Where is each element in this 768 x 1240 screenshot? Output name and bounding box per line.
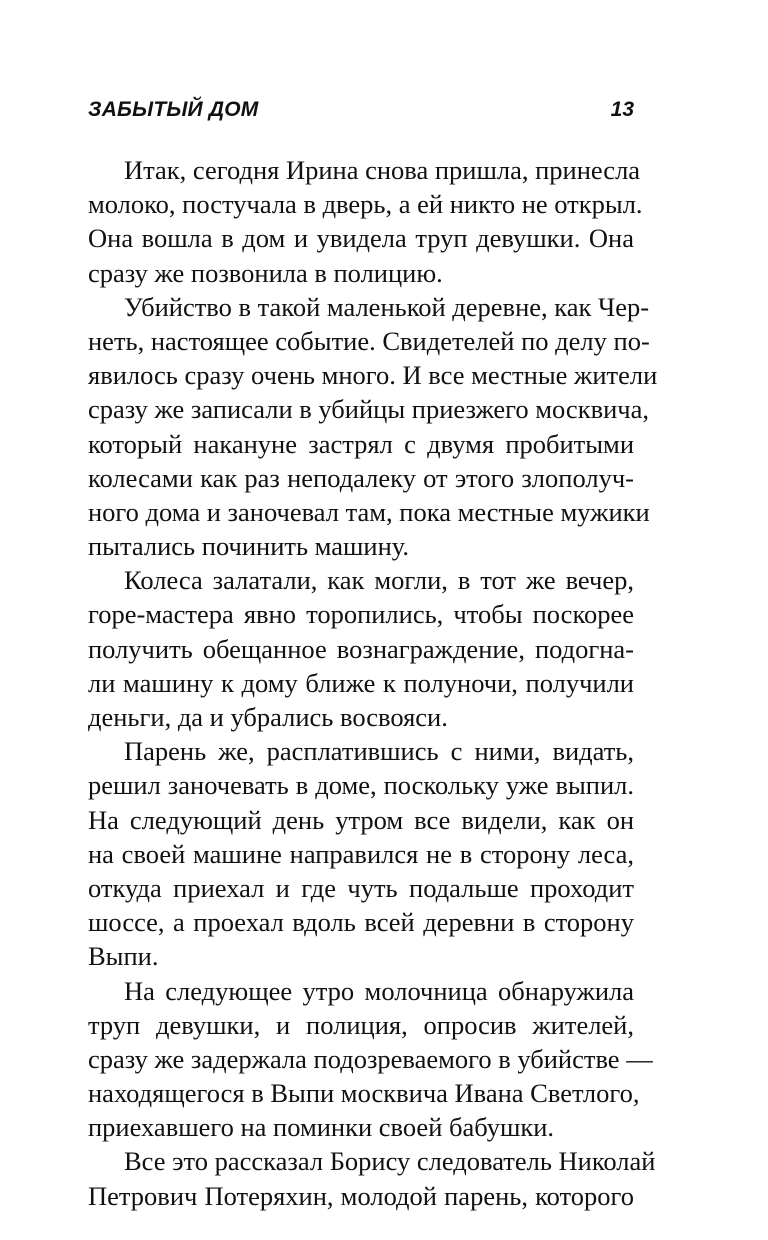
text-line: Парень же, расплатившись с ними, видать,	[124, 736, 634, 767]
body-text	[88, 153, 658, 1213]
text-line: Убийство в такой маленькой деревне, как Чер-	[124, 291, 650, 322]
text-line: колесами как раз неподалеку от этого злополуч-	[88, 462, 634, 493]
text-line: сразу же задержала подозреваемого в убийстве —	[88, 1043, 653, 1074]
text-line: Выпи.	[88, 941, 159, 972]
text-line: молоко, постучала в дверь, а ей никто не открыл.	[88, 189, 643, 220]
text-line: Итак, сегодня Ирина снова пришла, принесла	[124, 155, 641, 185]
text-line: горе-мастера явно торопились, чтобы поскорее	[88, 599, 634, 630]
text-line: На следующее утро молочница обнаружила	[124, 975, 634, 1006]
text-line: Она вошла в дом и увидела труп девушки. Она	[88, 223, 634, 254]
text-line: Все это рассказал Борису следователь Николай	[124, 1146, 656, 1177]
text-line: сразу же записали в убийцы приезжего москвича,	[88, 394, 649, 425]
text-line: приехавшего на поминки своей бабушки.	[88, 1112, 555, 1143]
text-line: ного дома и заночевал там, пока местные мужики	[88, 496, 650, 527]
text-line: ли машину к дому ближе к полуночи, получили	[88, 667, 634, 698]
text-line: сразу же позвонила в полицию.	[88, 257, 443, 288]
text-line: решил заночевать в доме, поскольку уже выпил.	[88, 770, 634, 801]
text-line: на своей машине направился не в сторону леса,	[88, 838, 634, 869]
text-line: откуда приехал и где чуть подальше проходит	[88, 872, 634, 903]
text-line: Петрович Потеряхин, молодой парень, которого	[88, 1180, 634, 1211]
text-line: шоссе, а проехал вдоль всей деревни в сторону	[88, 907, 634, 938]
text-line: получить обещанное вознаграждение, подогна-	[88, 633, 634, 664]
text-line: деньги, да и убрались восвояси.	[88, 702, 448, 732]
text-line: Колеса залатали, как могли, в тот же вечер,	[124, 565, 634, 596]
text-line: который накануне застрял с двумя пробитыми	[88, 428, 634, 459]
text-line: труп девушки, и полиция, опросив жителей,	[88, 1009, 634, 1040]
text-line: пытались починить машину.	[88, 531, 410, 562]
page-number: 13	[610, 98, 634, 121]
text-line: На следующий день утром все видели, как он	[88, 804, 634, 835]
text-line: неть, настоящее событие. Свидетелей по делу по-	[88, 325, 650, 356]
text-line: явилось сразу очень много. И все местные жители	[88, 360, 658, 391]
running-title: ЗАБЫТЫЙ ДОМ	[88, 98, 259, 121]
text-line: находящегося в Выпи москвича Ивана Светлого,	[88, 1078, 640, 1109]
page-header	[88, 98, 634, 132]
